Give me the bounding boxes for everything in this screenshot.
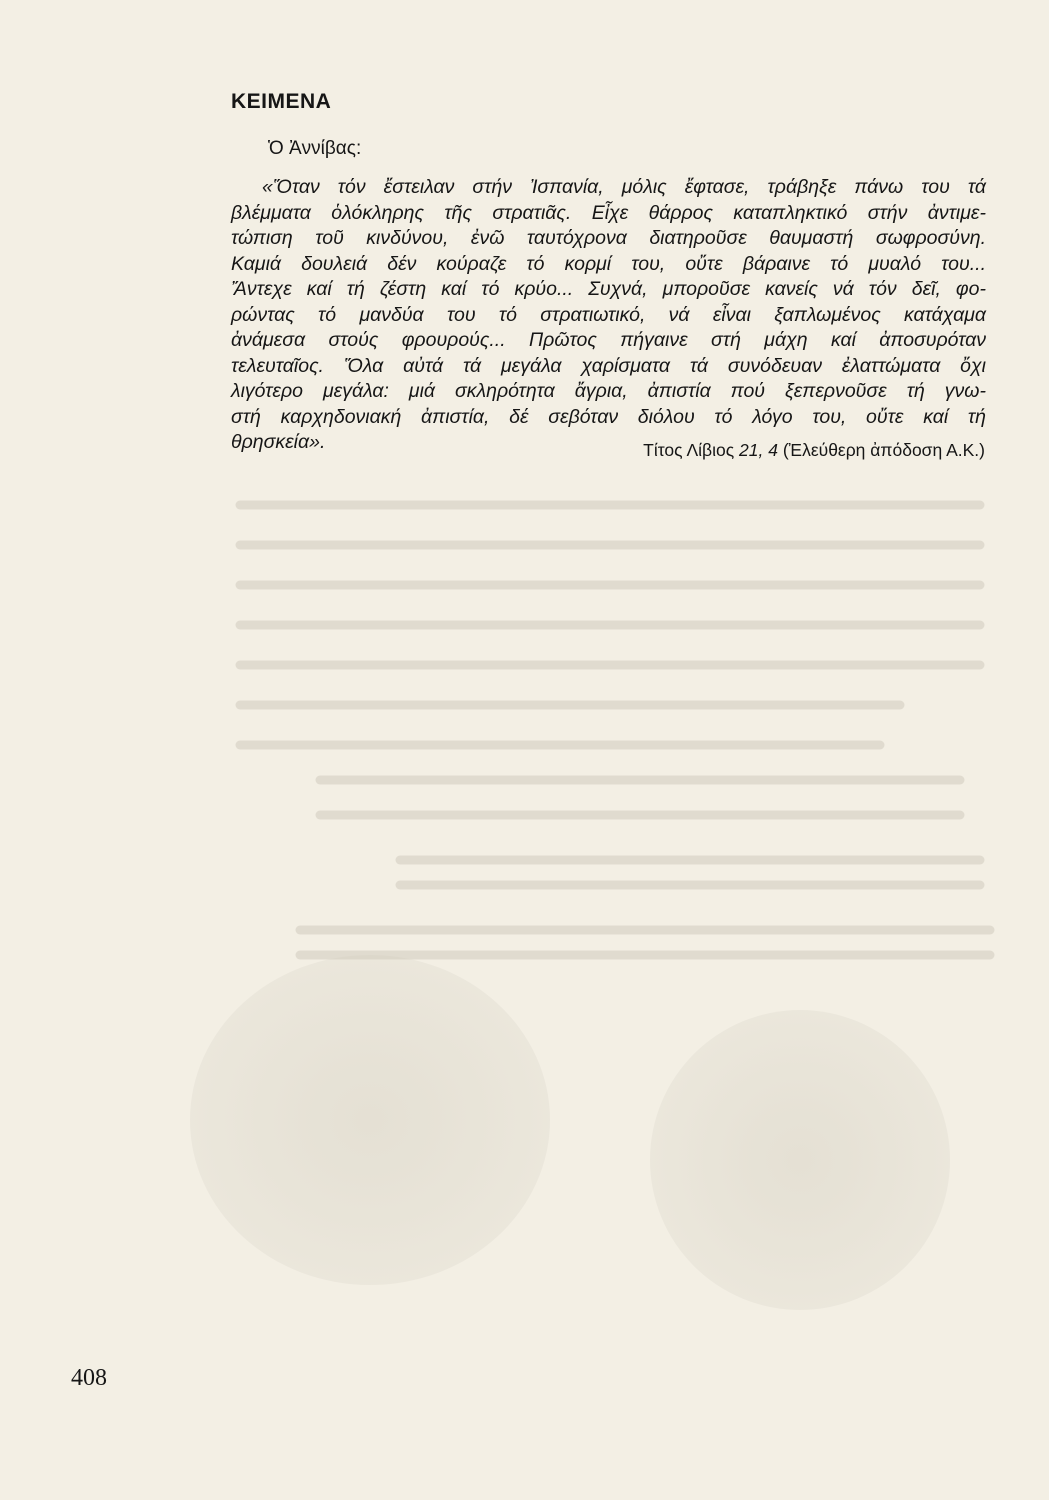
quote-line: θρησκεία». [231,431,326,453]
quote-line: ρώντας τό μανδύα του τό στρατιωτικό, νά εἶναι ξαπλωμένος κατάχαμα [231,303,986,326]
quote-line: Καμιά δουλειά δέν κούραζε τό κορμί του, οὔτε βάραινε τό μυαλό του... [231,252,986,275]
quote-line: «Ὅταν τόν ἔστειλαν στήν Ἰσπανία, μόλις ἔφτασε, τράβηξε πάνω του τά [262,176,986,198]
quote-text [231,175,986,456]
quote-line: τώπιση τοῦ κινδύνου, ἐνῶ ταυτόχρονα διατηροῦσε θαυμαστή σωφροσύνη. [231,227,986,249]
quote-line: Ἄντεχε καί τή ζέστη καί τό κρύο... Συχνά, μποροῦσε κανείς νά τόν δεῖ, φο- [231,278,986,300]
section-heading: ΚΕΙΜΕΝΑ [231,90,332,113]
citation [643,440,985,461]
quote-line: στή καρχηδονιακή ἀπιστία, δέ σεβόταν διόλου τό λόγο του, οὔτε καί τή [231,405,986,428]
quote-line: βλέμματα ὁλόκληρης τῆς στρατιᾶς. Εἶχε θάρρος καταπληκτικό στήν ἀντιμε- [231,201,986,224]
citation-note: (Ἐλεύθερη ἀπόδοση Α.Κ.) [782,440,985,460]
quote-line: ἀνάμεσα στούς φρουρούς... Πρῶτος πήγαινε στή μάχη καί ἀποσυρόταν [231,329,986,351]
quote-subject: Ὁ Ἀννίβας: [268,138,362,159]
citation-reference: 21, 4 [739,440,778,460]
page-number: 408 [71,1365,107,1391]
citation-author: Τίτος Λίβιος [643,440,735,460]
quote-line: λιγότερο μεγάλα: μιά σκληρότητα ἄγρια, ἀπιστία πού ξεπερνοῦσε τή γνω- [231,380,986,402]
quote-line: τελευταῖος. Ὅλα αὐτά τά μεγάλα χαρίσματα τά συνόδευαν ἐλαττώματα ὄχι [231,354,986,377]
